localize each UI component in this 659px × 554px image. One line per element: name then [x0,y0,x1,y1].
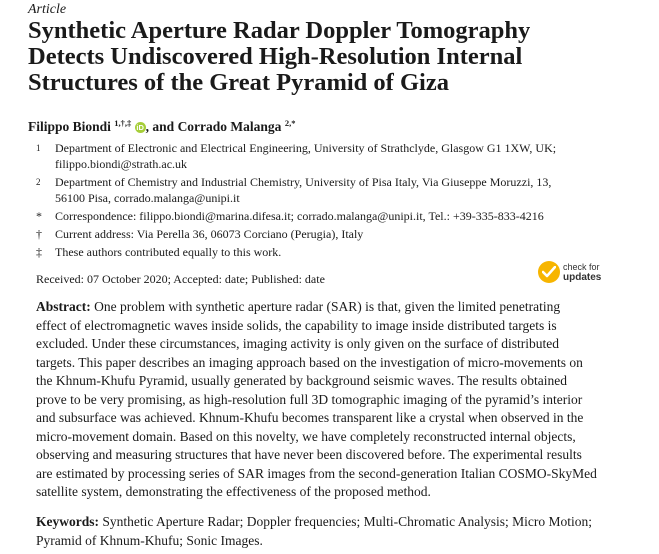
check-for-updates-button[interactable] [538,261,638,287]
affiliation-line: Department of Electronic and Electrical Engineering, University of Strathclyde, Glasgow G1 1XW, UK; [55,141,557,155]
affiliation-mark: ‡ [36,245,42,259]
abstract-line: are estimated by processing series of SAR images from the second-generation Italian COSMO-SkyMed [36,465,597,481]
orcid-icon[interactable]: iD [136,123,144,132]
affiliation-line: Correspondence: filippo.biondi@marina.difesa.it; corrado.malanga@unipi.it, Tel.: +39-335-833-4216 [55,209,544,223]
abstract-line: targets. This paper describes an imaging approach based on the investigation of micro-movements on [36,354,583,370]
checkmark-icon [538,261,560,283]
author-list [28,118,295,135]
title-line: Structures of the Great Pyramid of Giza [28,69,449,96]
affiliations [36,140,636,262]
abstract-line: effect of electromagnetic waves inside solids, the capability to image inside distributed targets is [36,317,557,333]
affiliation-mark: 1 [36,143,41,153]
affiliation-line: Current address: Via Perella 36, 06073 Corciano (Perugia), Italy [55,227,364,241]
affiliation-line: Department of Chemistry and Industrial Chemistry, University of Pisa Italy, Via Giuseppe Moruzzi, 13, [55,175,552,189]
abstract-line: the Khnum-Khufu Pyramid, usually generated by background seismic waves. The results obtained [36,373,568,388]
cfu-line2: updates [563,272,602,283]
affiliation-mark: 2 [36,177,41,187]
paper-title [28,18,628,96]
author-name: Filippo Biondi [28,119,111,134]
keywords-line [36,513,651,532]
abstract [36,298,651,502]
abstract-label: Abstract: [36,299,91,314]
keywords-label: Keywords: [36,514,99,529]
check-for-updates-label [563,262,601,283]
affiliation-mark: † [36,227,42,241]
abstract-line [36,298,651,317]
publication-dates: Received: 07 October 2020; Accepted: date; Published: date [36,272,325,286]
author-marks: 2,* [284,118,296,128]
affiliation-item [36,140,636,172]
abstract-text: One problem with synthetic aperture radar (SAR) is that, given the limited penetrating [94,299,561,314]
author-conjunction: , and Corrado Malanga [145,119,282,134]
title-line: Detects Undiscovered High-Resolution Internal [28,43,523,70]
abstract-line: and subsurface was achieved. Khnum-Khufu becomes transparent like a crystal when observed in the [36,410,584,425]
affiliation-item [36,244,636,260]
article-type: Article [28,2,67,17]
cfu-line1: check for [563,262,600,272]
author-marks: 1,†,‡ [114,118,132,128]
affiliation-item [36,208,636,224]
title-line: Synthetic Aperture Radar Doppler Tomography [28,17,531,44]
abstract-line: micro-movement domain. Based on this novelty, we have completely reconstructed internal objects, [36,428,576,444]
abstract-line: excluded. Under these circumstances, imaging activity is only given on the surface of distributed [36,336,559,351]
affiliation-line: These authors contributed equally to this work. [55,245,282,259]
abstract-line: prove to be very promising, as high-resolution full 3D tomographic imaging of the pyramid’s interior [36,391,583,407]
affiliation-mark: * [36,209,42,223]
abstract-line: observing and measuring structures that have never been discovered before. The experimental results [36,447,582,462]
affiliation-line: 56100 Pisa, corrado.malanga@unipi.it [55,191,240,205]
affiliation-item [36,226,636,242]
affiliation-item [36,174,636,206]
affiliation-line: filippo.biondi@strath.ac.uk [55,157,188,171]
abstract-line: satellite system, demonstrating the effectiveness of the proposed method. [36,484,431,499]
keywords-text: Synthetic Aperture Radar; Doppler frequencies; Multi-Chromatic Analysis; Micro Motion; [102,514,593,529]
keywords [36,513,651,550]
keywords-line: Pyramid of Khnum-Khufu; Sonic Images. [36,532,263,548]
